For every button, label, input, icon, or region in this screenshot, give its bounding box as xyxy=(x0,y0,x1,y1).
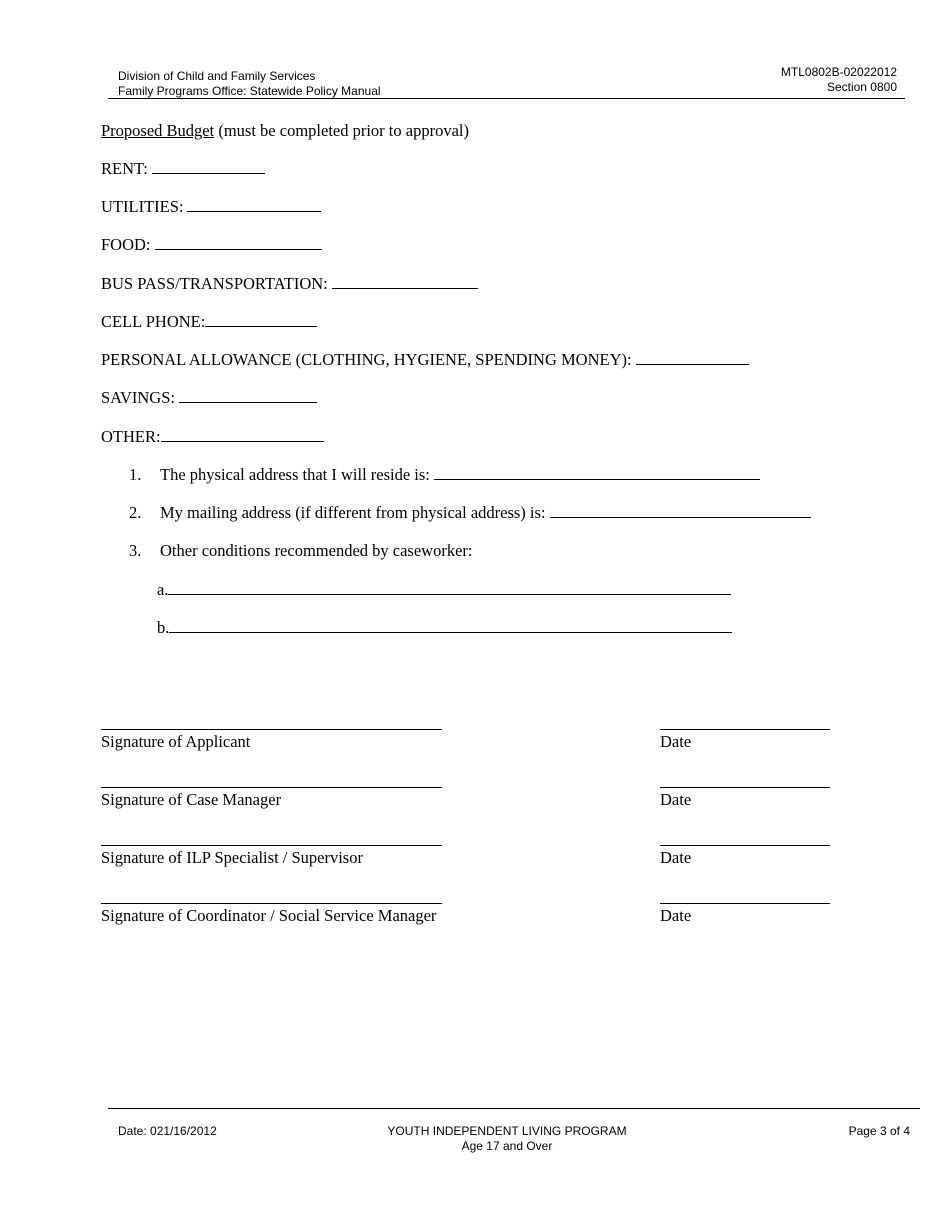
item-text: Other conditions recommended by caseworker: xyxy=(160,541,473,560)
ilp-specialist-signature-line[interactable] xyxy=(101,845,442,846)
other-input-line[interactable] xyxy=(161,440,324,442)
item-number: 1. xyxy=(129,465,142,484)
section-number: Section 0800 xyxy=(826,80,897,94)
applicant-date-label: Date xyxy=(660,732,692,751)
footer-divider xyxy=(108,1108,920,1109)
ilp-specialist-date-label: Date xyxy=(660,848,692,867)
doc-code: MTL0802B-02022012 xyxy=(780,65,897,79)
applicant-signature-label: Signature of Applicant xyxy=(101,732,251,751)
case-manager-date-label: Date xyxy=(660,790,692,809)
field-rent xyxy=(101,159,265,179)
field-transportation xyxy=(101,274,478,294)
field-label: PERSONAL ALLOWANCE (CLOTHING, HYGIENE, SPENDING MONEY): xyxy=(101,350,632,369)
org-line-2: Family Programs Office: Statewide Policy Manual xyxy=(118,84,381,98)
item-number: 2. xyxy=(129,503,142,522)
applicant-signature-line[interactable] xyxy=(101,729,442,730)
mailing-address-input-line[interactable] xyxy=(550,516,811,518)
item-text: The physical address that I will reside is: xyxy=(160,465,430,484)
case-manager-signature-label: Signature of Case Manager xyxy=(101,790,282,809)
item-number: 3. xyxy=(129,541,142,560)
budget-title-note: (must be completed prior to approval) xyxy=(214,121,469,140)
field-label: CELL PHONE: xyxy=(101,312,206,331)
program-age: Age 17 and Over xyxy=(461,1139,553,1153)
program-name: YOUTH INDEPENDENT LIVING PROGRAM xyxy=(387,1124,627,1138)
field-label: SAVINGS: xyxy=(101,388,175,407)
field-label: FOOD: xyxy=(101,235,151,254)
coordinator-signature-line[interactable] xyxy=(101,903,442,904)
sub-item-letter: b. xyxy=(157,618,170,637)
header-doc-info xyxy=(781,65,897,95)
footer-page-number: Page 3 of 4 xyxy=(848,1124,910,1138)
field-other xyxy=(101,427,324,447)
item-other-conditions xyxy=(129,541,472,561)
cell-phone-input-line[interactable] xyxy=(205,325,317,327)
org-line-1: Division of Child and Family Services xyxy=(118,69,316,83)
item-mailing-address xyxy=(129,503,811,523)
savings-input-line[interactable] xyxy=(179,401,317,403)
coordinator-signature-label: Signature of Coordinator / Social Service Manager xyxy=(101,906,437,925)
field-food xyxy=(101,235,322,255)
item-text: My mailing address (if different from physical address) is: xyxy=(160,503,546,522)
rent-input-line[interactable] xyxy=(152,172,265,174)
field-savings xyxy=(101,388,317,408)
field-personal-allowance xyxy=(101,350,749,370)
food-input-line[interactable] xyxy=(155,248,322,250)
field-label: RENT: xyxy=(101,159,148,178)
field-label: OTHER: xyxy=(101,427,161,446)
budget-title-row xyxy=(101,121,469,141)
condition-b-input-line[interactable] xyxy=(169,631,732,633)
transportation-input-line[interactable] xyxy=(332,287,478,289)
coordinator-date-line[interactable] xyxy=(660,903,830,904)
footer-date: Date: 021/16/2012 xyxy=(118,1124,217,1138)
sub-item-letter: a. xyxy=(157,580,169,599)
case-manager-signature-line[interactable] xyxy=(101,787,442,788)
condition-a xyxy=(157,580,731,600)
field-label: UTILITIES: xyxy=(101,197,184,216)
header-organization xyxy=(118,69,381,99)
header-divider xyxy=(108,98,905,99)
ilp-specialist-date-line[interactable] xyxy=(660,845,830,846)
field-label: BUS PASS/TRANSPORTATION: xyxy=(101,274,328,293)
item-physical-address xyxy=(129,465,760,485)
field-utilities xyxy=(101,197,321,217)
personal-allowance-input-line[interactable] xyxy=(636,363,749,365)
case-manager-date-line[interactable] xyxy=(660,787,830,788)
applicant-date-line[interactable] xyxy=(660,729,830,730)
ilp-specialist-signature-label: Signature of ILP Specialist / Supervisor xyxy=(101,848,363,867)
field-cell-phone xyxy=(101,312,317,332)
utilities-input-line[interactable] xyxy=(187,210,321,212)
physical-address-input-line[interactable] xyxy=(434,478,760,480)
condition-a-input-line[interactable] xyxy=(168,593,731,595)
budget-title: Proposed Budget xyxy=(101,121,215,140)
coordinator-date-label: Date xyxy=(660,906,692,925)
condition-b xyxy=(157,618,732,638)
footer-program xyxy=(358,1124,656,1154)
